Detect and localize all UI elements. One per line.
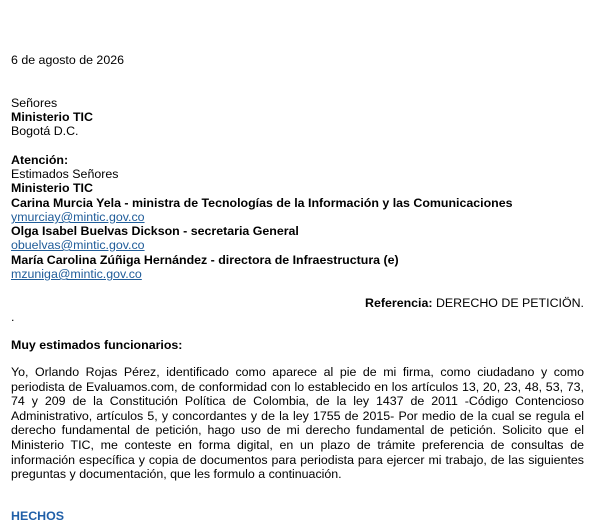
separator-dot: . bbox=[11, 310, 15, 324]
section-heading-hechos: HECHOS bbox=[11, 509, 65, 523]
letter-page bbox=[11, 0, 584, 525]
body-paragraph: Yo, Orlando Rojas Pérez, identificado como aparece al pie de mi firma, como ciudadano y como periodista de Evaluamos.com, de conformidad con lo establecido en los artículos 13, 20, 23, 48, 53, 73, 74 y 209 de la Constitución Política de Colombia, de la ley 1437 de 2011 -Código Contencioso Administrativo, artículos 5, y concordantes y de la ley 1755 de 2015- Por medio de la cual se regula el derecho fundamental de petición, hago uso de mi derecho fundamental de petición. Solicito que el Ministerio TIC, me conteste en forma digital, en un plazo de trámite preferencia de consultas de información específica y copia de documentos para periodista para ejercer mi trabajo, de las siguientes preguntas y documentación, que les formulo a continuación. bbox=[11, 365, 584, 482]
reference-label: Referencia: bbox=[365, 296, 433, 310]
attention-label: Atención: bbox=[11, 153, 69, 167]
person-email-link-2[interactable]: obuelvas@mintic.gov.co bbox=[11, 238, 145, 252]
person-title-3: María Carolina Zúñiga Hernández - directora de Infraestructura (e) bbox=[11, 253, 399, 267]
opening-salutation: Muy estimados funcionarios: bbox=[11, 338, 183, 352]
person-email-link-1[interactable]: ymurciay@mintic.gov.co bbox=[11, 210, 145, 224]
attention-org: Ministerio TIC bbox=[11, 181, 93, 195]
recipient-org: Ministerio TIC bbox=[11, 110, 93, 124]
reference-end: . bbox=[580, 296, 584, 310]
attention-greeting: Estimados Señores bbox=[11, 167, 119, 181]
person-title-2: Olga Isabel Buelvas Dickson - secretaria General bbox=[11, 224, 299, 238]
letter-date: 6 de agosto de 2026 bbox=[11, 53, 124, 67]
reference-line bbox=[365, 296, 584, 310]
recipient-city: Bogotá D.C. bbox=[11, 124, 79, 138]
recipient-salutation: Señores bbox=[11, 96, 58, 110]
person-title-1: Carina Murcia Yela - ministra de Tecnologías de la Información y las Comunicaciones bbox=[11, 196, 513, 210]
person-email-link-3[interactable]: mzuniga@mintic.gov.co bbox=[11, 267, 142, 281]
reference-value: DERECHO DE PETICIÖN bbox=[435, 296, 581, 310]
